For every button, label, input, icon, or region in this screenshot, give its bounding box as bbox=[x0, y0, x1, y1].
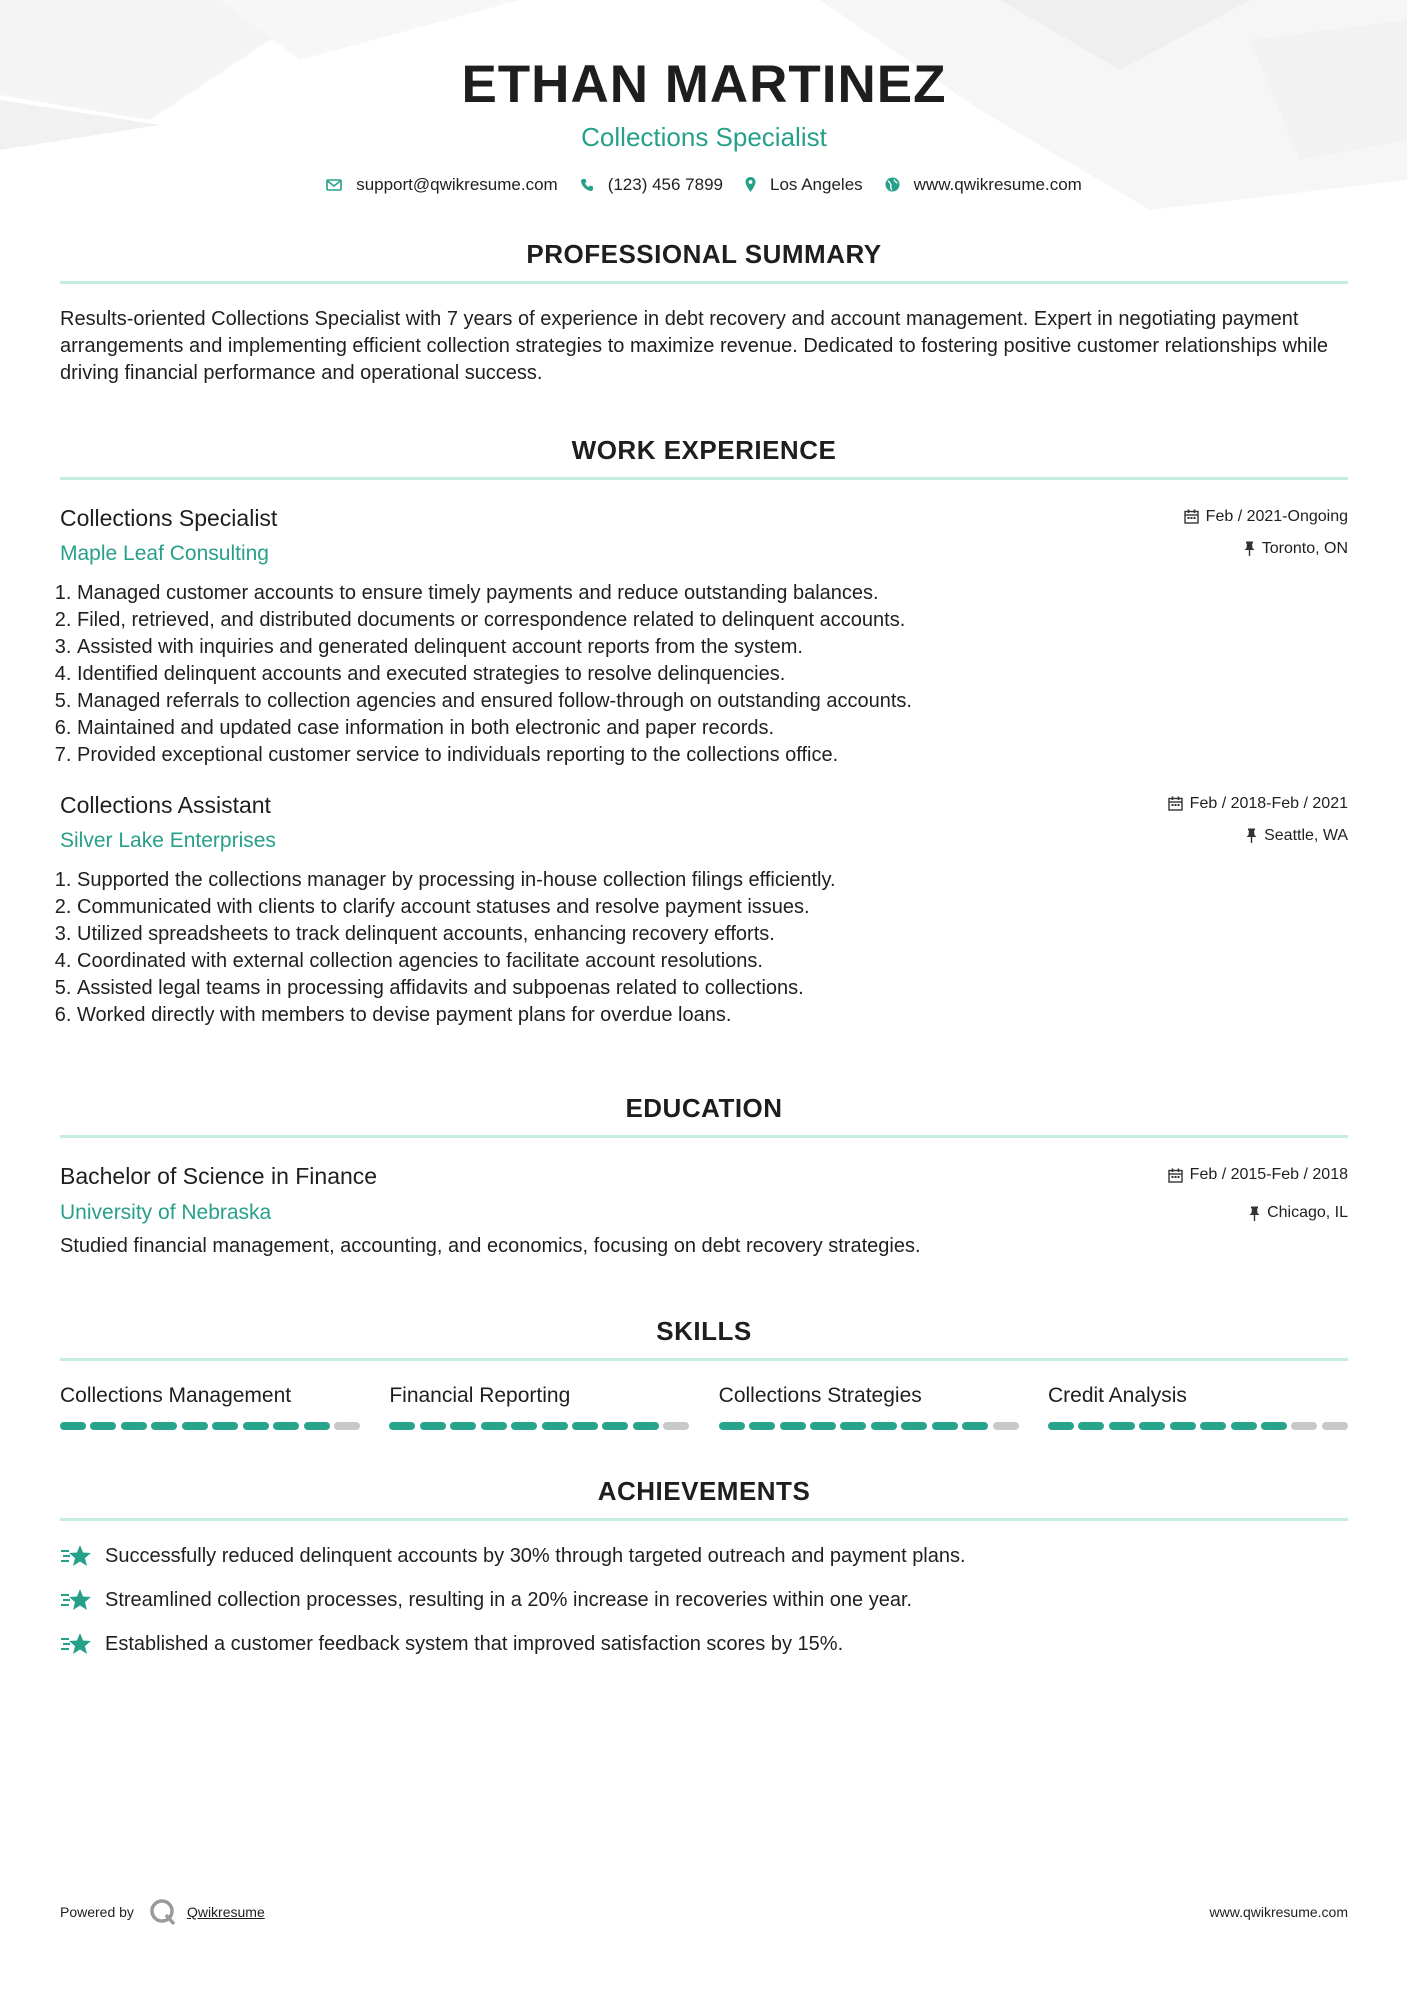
job-entry bbox=[60, 793, 1348, 1029]
skill-dot-empty bbox=[334, 1422, 360, 1430]
skill-dot-filled bbox=[450, 1422, 476, 1430]
skill-dot-filled bbox=[304, 1422, 330, 1430]
qwikresume-logo-icon bbox=[149, 1898, 177, 1926]
skill-dot-filled bbox=[1261, 1422, 1287, 1430]
duty-item: 3. Assisted with inquiries and generated delinquent account reports from the system. bbox=[77, 634, 1348, 661]
skill-dot-filled bbox=[719, 1422, 745, 1430]
skill-dot-filled bbox=[151, 1422, 177, 1430]
skill-dot-filled bbox=[633, 1422, 659, 1430]
achievements-section bbox=[60, 1478, 1348, 1659]
skill-dot-empty bbox=[1291, 1422, 1317, 1430]
duty-item: 4. Identified delinquent accounts and executed strategies to resolve delinquencies. bbox=[77, 661, 1348, 688]
skill-dot-filled bbox=[901, 1422, 927, 1430]
job-duties bbox=[60, 867, 1348, 1029]
map-pin-icon bbox=[745, 177, 756, 192]
skill-item bbox=[719, 1385, 1019, 1430]
calendar-icon bbox=[1184, 509, 1199, 524]
section-divider bbox=[60, 1518, 1348, 1521]
skill-name: Collections Management bbox=[60, 1384, 292, 1408]
resume-page bbox=[60, 0, 1348, 1673]
job-location: Toronto, ON bbox=[1261, 539, 1348, 557]
section-divider bbox=[60, 281, 1348, 284]
contact-phone[interactable] bbox=[580, 175, 723, 195]
skill-dot-filled bbox=[212, 1422, 238, 1430]
summary-heading: PROFESSIONAL SUMMARY bbox=[526, 238, 882, 269]
skills-heading: SKILLS bbox=[656, 1316, 752, 1347]
skill-dot-filled bbox=[962, 1422, 988, 1430]
envelope-icon bbox=[326, 179, 342, 191]
star-icon bbox=[60, 1587, 92, 1613]
skill-dot-filled bbox=[1139, 1422, 1165, 1430]
job-dates: Feb / 2021-Ongoing bbox=[1205, 507, 1348, 525]
calendar-icon bbox=[1168, 796, 1183, 811]
skill-name: Collections Strategies bbox=[718, 1384, 922, 1408]
skill-dot-filled bbox=[932, 1422, 958, 1430]
degree-name: Bachelor of Science in Finance bbox=[60, 1163, 378, 1190]
candidate-title: Collections Specialist bbox=[581, 122, 827, 152]
page-footer bbox=[60, 1898, 1348, 1926]
duty-item: 5. Assisted legal teams in processing affidavits and subpoenas related to collections. bbox=[77, 975, 1348, 1002]
section-divider bbox=[60, 1135, 1348, 1138]
duty-item: 2. Filed, retrieved, and distributed documents or correspondence related to delinquent accounts. bbox=[77, 607, 1348, 634]
duty-item: 3. Utilized spreadsheets to track delinquent accounts, enhancing recovery efforts. bbox=[77, 921, 1348, 948]
star-icon bbox=[60, 1631, 92, 1657]
contact-email[interactable] bbox=[326, 175, 558, 195]
phone-text: (123) 456 7899 bbox=[607, 174, 724, 194]
skill-dot-filled bbox=[749, 1422, 775, 1430]
candidate-name: ETHAN MARTINEZ bbox=[461, 55, 947, 114]
skill-dot-filled bbox=[1109, 1422, 1135, 1430]
skill-dot-filled bbox=[273, 1422, 299, 1430]
skill-dot-empty bbox=[1322, 1422, 1348, 1430]
summary-text: Results-oriented Collections Specialist with 7 years of experience in debt recovery and account management. Expert in negotiating payment arrangements and implementing efficient collection strategies to maximize revenue. Dedicated to fostering positive customer relationships while driving financial performance and operational success. bbox=[60, 307, 1329, 384]
skill-dot-filled bbox=[1231, 1422, 1257, 1430]
achievement-text: Streamlined collection processes, resulting in a 20% increase in recoveries within one year. bbox=[105, 1588, 913, 1611]
skill-item bbox=[60, 1385, 360, 1430]
section-divider bbox=[60, 477, 1348, 480]
skill-dot-filled bbox=[511, 1422, 537, 1430]
duty-item: 6. Worked directly with members to devise payment plans for overdue loans. bbox=[77, 1002, 1348, 1029]
achievements-heading: ACHIEVEMENTS bbox=[597, 1476, 811, 1507]
school-name: University of Nebraska bbox=[60, 1200, 272, 1224]
duty-item: 1. Managed customer accounts to ensure timely payments and reduce outstanding balances. bbox=[77, 580, 1348, 607]
job-dates: Feb / 2018-Feb / 2021 bbox=[1189, 794, 1348, 812]
duty-item: 6. Maintained and updated case information in both electronic and paper records. bbox=[77, 715, 1348, 742]
location-text: Los Angeles bbox=[770, 174, 863, 194]
skill-dot-filled bbox=[1048, 1422, 1074, 1430]
footer-website[interactable]: www.qwikresume.com bbox=[1209, 1904, 1348, 1920]
job-company: Maple Leaf Consulting bbox=[60, 541, 269, 565]
skill-dot-filled bbox=[60, 1422, 86, 1430]
calendar-icon bbox=[1168, 1168, 1183, 1183]
skill-dot-filled bbox=[871, 1422, 897, 1430]
education-heading: EDUCATION bbox=[625, 1093, 783, 1124]
skill-dot-filled bbox=[780, 1422, 806, 1430]
duty-item: 7. Provided exceptional customer service to individuals reporting to the collections office. bbox=[77, 742, 1348, 769]
skill-dot-filled bbox=[840, 1422, 866, 1430]
skill-level-meter bbox=[60, 1422, 360, 1430]
globe-icon bbox=[885, 177, 900, 192]
achievement-text: Established a customer feedback system that improved satisfaction scores by 15%. bbox=[105, 1632, 844, 1655]
achievement-item bbox=[60, 1629, 1348, 1659]
powered-by-label: Powered by bbox=[60, 1904, 134, 1920]
education-entry bbox=[60, 1164, 1348, 1258]
footer-branding bbox=[60, 1898, 265, 1926]
website-text: www.qwikresume.com bbox=[913, 174, 1082, 194]
achievement-item bbox=[60, 1541, 1348, 1571]
skill-dot-filled bbox=[810, 1422, 836, 1430]
skill-dot-filled bbox=[1170, 1422, 1196, 1430]
skill-dot-filled bbox=[572, 1422, 598, 1430]
skill-item bbox=[389, 1385, 689, 1430]
duty-item: 5. Managed referrals to collection agencies and ensured follow-through on outstanding accounts. bbox=[77, 688, 1348, 715]
experience-section bbox=[60, 434, 1348, 1030]
job-location: Seattle, WA bbox=[1264, 826, 1348, 844]
experience-heading: WORK EXPERIENCE bbox=[571, 434, 837, 465]
brand-link[interactable]: Qwikresume bbox=[186, 1904, 265, 1920]
pushpin-icon bbox=[1246, 828, 1257, 843]
skills-section bbox=[60, 1318, 1348, 1430]
skill-dot-filled bbox=[602, 1422, 628, 1430]
skills-grid bbox=[60, 1385, 1348, 1430]
job-company: Silver Lake Enterprises bbox=[60, 829, 276, 853]
achievements-list bbox=[60, 1541, 1348, 1659]
job-role: Collections Specialist bbox=[60, 504, 278, 531]
skill-dot-empty bbox=[993, 1422, 1019, 1430]
skill-dot-filled bbox=[182, 1422, 208, 1430]
contact-bar bbox=[60, 175, 1348, 195]
contact-website[interactable] bbox=[885, 175, 1082, 195]
skill-dot-filled bbox=[481, 1422, 507, 1430]
skill-dot-filled bbox=[542, 1422, 568, 1430]
skill-level-meter bbox=[719, 1422, 1019, 1430]
duty-item: 2. Communicated with clients to clarify account statuses and resolve payment issues. bbox=[77, 894, 1348, 921]
summary-section bbox=[60, 238, 1348, 387]
skill-dot-filled bbox=[420, 1422, 446, 1430]
contact-location bbox=[745, 175, 863, 195]
education-section bbox=[60, 1095, 1348, 1258]
skill-dot-empty bbox=[663, 1422, 689, 1430]
skill-dot-filled bbox=[90, 1422, 116, 1430]
skill-dot-filled bbox=[1200, 1422, 1226, 1430]
education-description: Studied financial management, accounting, and economics, focusing on debt recovery strategies. bbox=[60, 1235, 921, 1258]
resume-header bbox=[60, 0, 1348, 195]
star-icon bbox=[60, 1543, 92, 1569]
education-dates: Feb / 2015-Feb / 2018 bbox=[1189, 1166, 1348, 1184]
education-location: Chicago, IL bbox=[1267, 1204, 1348, 1222]
skill-name: Credit Analysis bbox=[1047, 1384, 1187, 1408]
pushpin-icon bbox=[1244, 541, 1255, 556]
job-duties bbox=[60, 580, 1348, 769]
duty-item: 4. Coordinated with external collection agencies to facilitate account resolutions. bbox=[77, 948, 1348, 975]
duty-item: 1. Supported the collections manager by processing in-house collection filings efficiently. bbox=[77, 867, 1348, 894]
skill-item bbox=[1048, 1385, 1348, 1430]
achievement-text: Successfully reduced delinquent accounts by 30% through targeted outreach and payment plans. bbox=[105, 1544, 966, 1567]
skill-dot-filled bbox=[389, 1422, 415, 1430]
section-divider bbox=[60, 1358, 1348, 1361]
achievement-item bbox=[60, 1585, 1348, 1615]
job-entry bbox=[60, 506, 1348, 769]
email-text: support@qwikresume.com bbox=[356, 174, 558, 194]
skill-level-meter bbox=[1048, 1422, 1348, 1430]
skill-dot-filled bbox=[121, 1422, 147, 1430]
skill-name: Financial Reporting bbox=[389, 1384, 571, 1408]
skill-dot-filled bbox=[243, 1422, 269, 1430]
skill-dot-filled bbox=[1078, 1422, 1104, 1430]
skill-level-meter bbox=[389, 1422, 689, 1430]
pushpin-icon bbox=[1249, 1206, 1260, 1221]
phone-icon bbox=[580, 178, 594, 192]
job-role: Collections Assistant bbox=[60, 791, 271, 818]
